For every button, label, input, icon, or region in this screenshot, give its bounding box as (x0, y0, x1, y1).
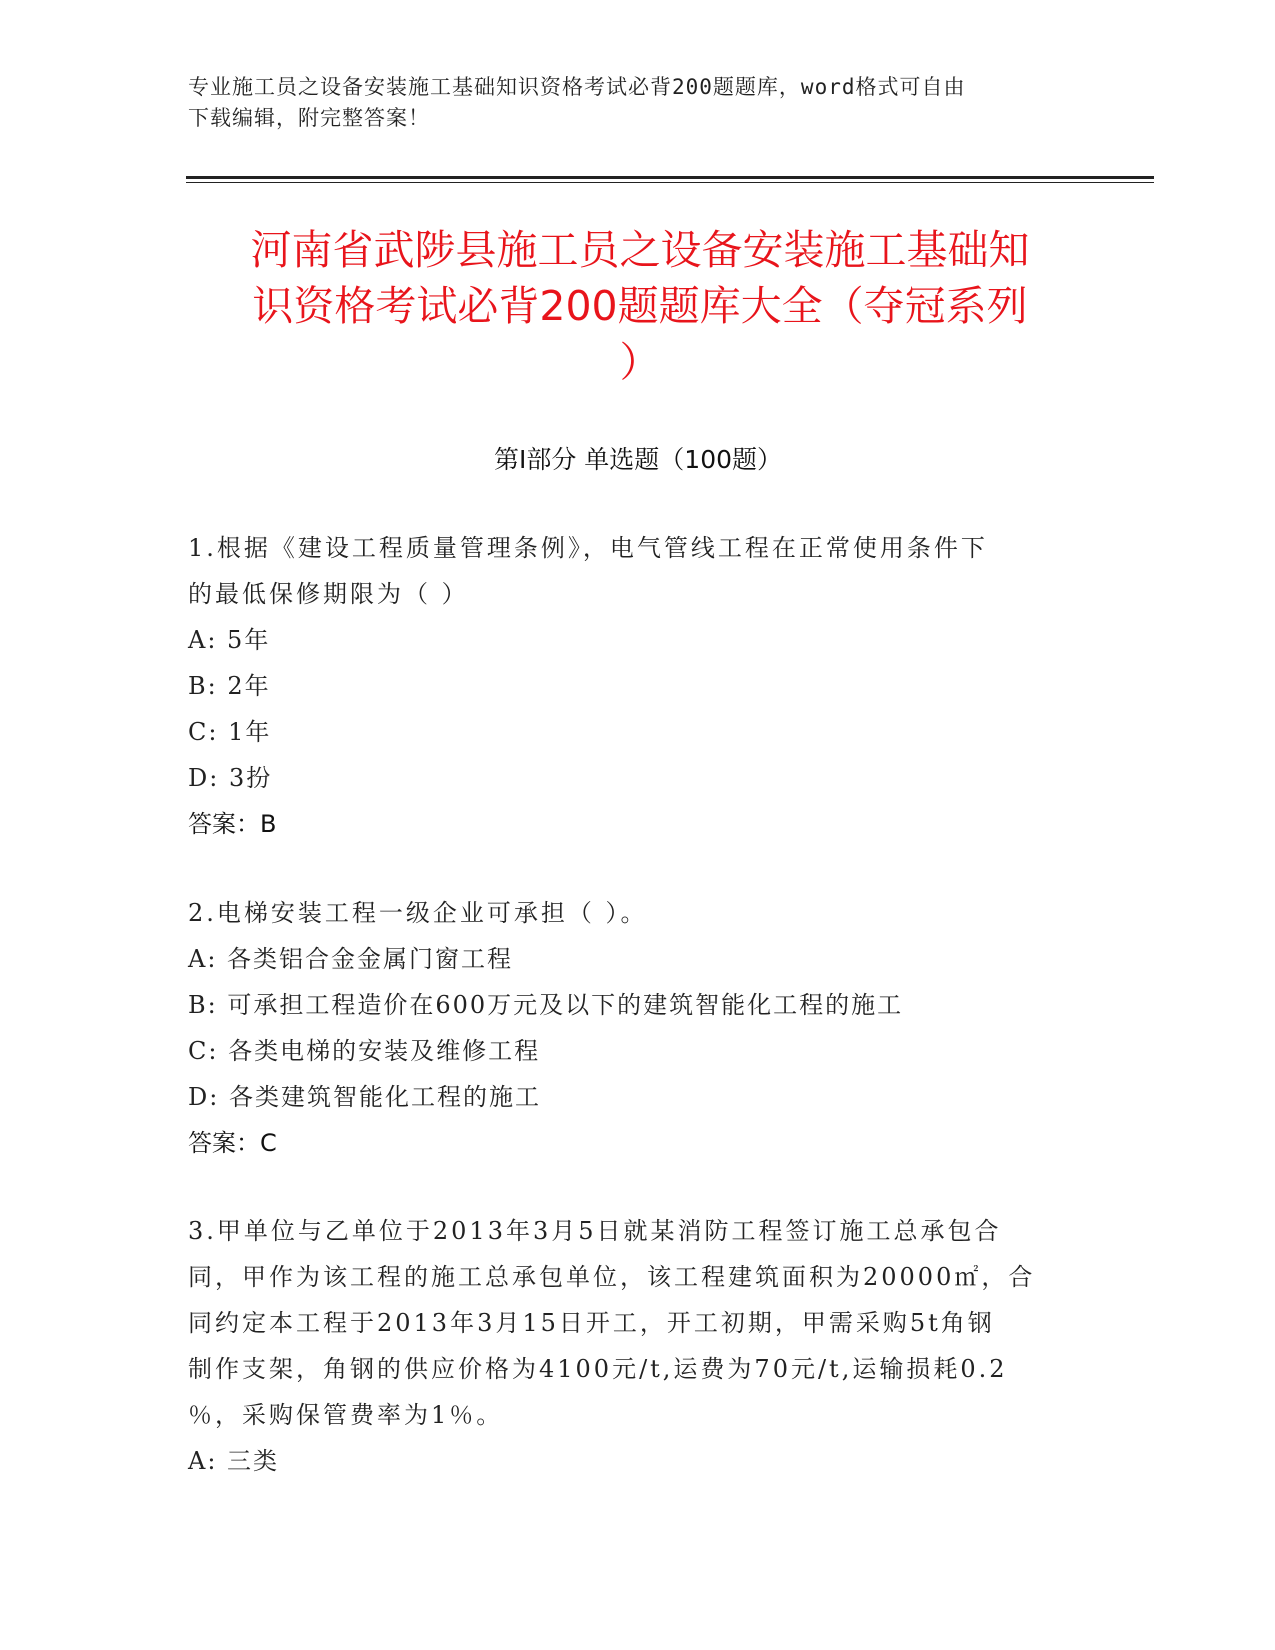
document-title (190, 222, 1090, 390)
option-a: A: 各类铝合金金属门窗工程 (188, 945, 514, 973)
question-text: ％，采购保管费率为1％。 (188, 1401, 504, 1429)
question-text: 2.电梯安装工程一级企业可承担（ ）。 (188, 899, 648, 927)
header-note-line: 专业施工员之设备安装施工基础知识资格考试必背200题题库，word格式可自由 (188, 75, 966, 99)
option-c: C: 各类电梯的安装及维修工程 (188, 1037, 541, 1065)
header-note-line: 下载编辑，附完整答案！ (188, 106, 430, 130)
option-c: C: 1年 (188, 718, 272, 746)
option-b: B: 可承担工程造价在600万元及以下的建筑智能化工程的施工 (188, 991, 904, 1019)
header-note (188, 72, 1088, 134)
option-d: D: 3扮 (188, 764, 273, 792)
section-heading: 第Ⅰ部分 单选题（100题） (493, 445, 783, 474)
answer: 答案：C (188, 1129, 277, 1157)
option-d: D: 各类建筑智能化工程的施工 (188, 1083, 541, 1111)
document-title-line: 识资格考试必背200题题库大全（夺冠系列 (252, 282, 1028, 330)
header-divider-thin (186, 182, 1154, 183)
option-b: B: 2年 (188, 672, 271, 700)
question-2 (188, 890, 1088, 1166)
document-title-line: 河南省武陟县施工员之设备安装施工基础知 (250, 226, 1030, 274)
question-text: 同，甲作为该工程的施工总承包单位，该工程建筑面积为20000㎡，合 (188, 1263, 1036, 1291)
header-divider-thick (186, 176, 1154, 179)
option-a: A: 三类 (188, 1447, 280, 1475)
question-text: 制作支架，角钢的供应价格为4100元/t,运费为70元/t,运输损耗0.2 (188, 1355, 1008, 1383)
question-1 (188, 525, 1088, 847)
question-text: 同约定本工程于2013年3月15日开工，开工初期，甲需采购5t角钢 (188, 1309, 995, 1337)
answer: 答案：B (188, 810, 277, 838)
document-title-line: ） (619, 338, 661, 386)
question-text: 1.根据《建设工程质量管理条例》，电气管线工程在正常使用条件下 (188, 534, 988, 562)
question-text: 的最低保修期限为（ ） (188, 580, 469, 608)
question-text: 3.甲单位与乙单位于2013年3月5日就某消防工程签订施工总承包合 (188, 1217, 1002, 1245)
option-a: A: 5年 (188, 626, 271, 654)
question-3 (188, 1208, 1088, 1484)
